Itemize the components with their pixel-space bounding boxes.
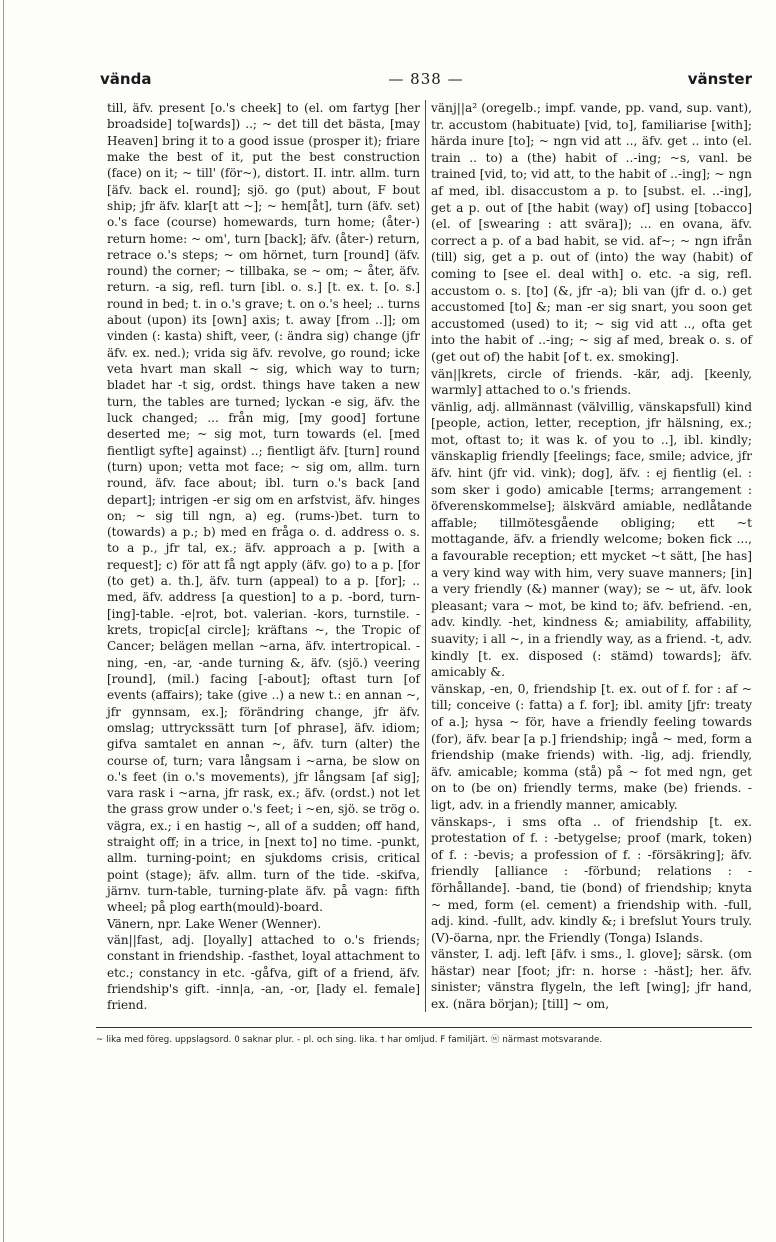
dictionary-entry: till, äfv. present [o.'s cheek] to (el. om fartyg [her broadside] to[wards]) ..; ~ det till det bästa, [may Heaven] bring it to a good issue (prosper it); friare make the best of it, put the best construction (face) on it; ~ till' (för~), distort. II. intr. allm. turn [äfv. back el. round]; sjö. go (put) about, F bout ship; jfr äfv. klar[t att ~]; ~ hem[åt], turn (äfv. set) o.'s face (course) homewards, turn home; (åter-) return home: ~ om', turn [back]; äfv. (åter-) return, retrace o.'s steps; ~ om hörnet, turn [round] (äfv. round) the corner; ~ tillbaka, se ~ om; ~ åter, äfv. return. -a sig, refl. turn [ibl. o. s.] [t. ex. t. [o. s.] round in bed; t. in o.'s grave; t. on o.'s heel; .. turns about (upon) its [own] axis; t. away [from ..]]; om vinden (: kasta) shift, veer, (: ändra sig) change (jfr äfv. ex. ned.); vrida sig äfv. revolve, go round; icke veta hvart man skall ~ sig, which way to turn; bladet har -t sig, ordst. things have taken a new turn, the tables are turned; lyckan -e sig, äfv. the luck changed; ... från mig, [my good] fortune deserted me; ~ sig mot, turn towards (el. [med fientligt syfte] against) ..; fientligt äfv. [turn] round (turn) upon; vetta mot face; ~ sig om, allm. turn round, äfv. face about; ibl. turn o.'s back [and depart]; intrigen -er sig om en arfstvist, äfv. hinges on; ~ sig till ngn, a) eg. (rums-)bet. turn to (towards) a p.; b) med en fråga o. d. address o. s. to a p., jfr tal, ex.; äfv. approach a p. [with a request]; c) för att få ngt apply (äfv. go) to a p. [for (to get) a. th.], äfv. turn (appeal) to a p. [for]; .. med, äfv. address [a question] to a p. -bord, turn-[ing]-table. -e|rot, bot. valerian. -kors, turnstile. -krets, tropic[al circle]; kräftans ~, the Tropic of Cancer; belägen mellan ~arna, äfv. intertropical. -ning, -en, -ar, -ande turning &, äfv. (sjö.) veering [round], (mil.) facing [-about]; oftast turn [of events (affairs); take (give ..) a new t.: en annan ~, jfr gynnsam, ex.]; förändring change, jfr äfv. omslag; uttryckssätt turn [of phrase], äfv. idiom; gifva samtalet en annan ~, äfv. turn (alter) the course of, turn; vara långsam i ~arna, be slow on o.'s feet (in o.'s movements), jfr långsam [af sig]; vara rask i ~arna, jfr rask, ex.; äfv. (ordst.) not let the grass grow under o.'s feet; i ~en, sjö. se trög o. vägra, ex.; i en hastig ~, all of a sudden; off hand, straight off; in a trice, in [next to] no time. -punkt, allm. turning-point; en sjukdoms crisis, critical point (stage); äfv. allm. turn of the tide. -skifva, järnv. turn-table, turning-plate äfv. på vagn: fifth wheel; på plog earth(mould)-board. bbox=[107, 101, 420, 915]
dictionary-entry: Vänern, npr. Lake Wener (Wenner). bbox=[107, 916, 322, 931]
dictionary-entry: vänskap, -en, 0, friendship [t. ex. out of f. for : af ~ till; conceive (: fatta) a f. for]; ibl. amity [jfr: treaty of a.]; hysa ~ för, have a friendly feeling towards (for), äfv. bear [a p.] friendship; ingå ~ med, form a friendship (make friends) with. -lig, adj. friendly, äfv. amicable; komma (stå) på ~ fot med ngn, get on to (be on) friendly terms, make (be) friends. -ligt, adv. in a friendly manner, amicably. bbox=[431, 681, 752, 812]
right-column bbox=[431, 100, 752, 1013]
page-edge-rule bbox=[3, 0, 4, 1242]
page-number: — 838 — bbox=[388, 70, 464, 88]
right-headword: vänster bbox=[687, 70, 752, 88]
dictionary-entry: vänster, I. adj. left [äfv. i sms., l. glove]; särsk. (om hästar) near [foot; jfr: n. horse : -häst]; her. äfv. sinister; vänstra flygeln, the left [wing]; jfr hand, ex. (nära början); [till] ~ om, bbox=[431, 947, 752, 1012]
footer-rule bbox=[96, 1027, 752, 1028]
column-separator bbox=[425, 100, 426, 1012]
dictionary-entry: vänj||a² (oregelb.; impf. vande, pp. vand, sup. vant), tr. accustom (habituate) [vid, to], familiarise [with]; härda inure [to]; ~ ngn vid att .., äfv. get .. into (el. train .. to) a (the) habit of ..-ing; ~s, vanl. be trained [vid, to; vid att, to the habit of ..-ing]; ~ ngn af med, ibl. disaccustom a p. to [subst. el. ..-ing], get a p. out of [the habit (way) of] using [tobacco] (el. of [swearing : att svära]); ... en ovana, äfv. correct a p. of a bad habit, se vid. af~; ~ ngn ifrån (till) sig, get a p. out of (into) the way (habit) of coming to [see el. deal with] o. etc. -a sig, refl. accustom o. s. [to] (&, jfr -a); bli van (jfr d. o.) get accustomed [to] &; man -er sig snart, you soon get accustomed (used) to it; ~ sig vid att .., ofta get into the habit of ..-ing; ~ sig af med, break o. s. of (get out of) the habit [of t. ex. smoking]. bbox=[431, 101, 752, 364]
dictionary-entry: vän||krets, circle of friends. -kär, adj. [keenly, warmly] attached to o.'s friends. bbox=[431, 366, 752, 398]
page-header bbox=[100, 70, 752, 96]
dictionary-entry: vänlig, adj. allmännast (välvillig, vänskapsfull) kind [people, action, letter, reception, jfr hälsning, ex.; mot, oftast to; it was k. of you to ..], ibl. kindly; vänskaplig friendly [feelings; face, smile; advice, jfr äfv. hint (jfr vid. vink); dog], äfv. : ej fientlig (el. : som sker i godo) amicable [terms; arrangement : öfverenskommelse]; älskvärd amiable, nedlåtande affable; tillmötesgående obliging; ett ~t mottagande, äfv. a friendly welcome; boken fick ..., a favourable reception; ett mycket ~t sätt, [he has] a very kind way with him, very suave manners; [in] a very friendly (&) manner (way); se ~ ut, äfv. look pleasant; vara ~ mot, be kind to; äfv. befriend. -en, adv. kindly. -het, kindness &; amiability, affability, suavity; i all ~, in a friendly way, as a friend. -t, adv. kindly [t. ex. disposed (: stämd) towards]; äfv. amicably &. bbox=[431, 399, 752, 680]
left-headword: vända bbox=[100, 70, 152, 88]
dictionary-entry: vän||fast, adj. [loyally] attached to o.'s friends; constant in friendship. -fasthet, loyal attachment to etc.; constancy in etc. -gåfva, gift of a friend, äfv. friendship's gift. -inn|a, -an, -or, [lady el. female] friend. bbox=[107, 932, 420, 1013]
dictionary-entry: vänskaps-, i sms ofta .. of friendship [t. ex. protestation of f. : -betygelse; proof (mark, token) of f. : -bevis; a profession of f. : -försäkring]; äfv. friendly [alliance : -förbund; relations : -förhållande]. -band, tie (bond) of friendship; knyta ~ med, form (el. cement) a friendship with. -full, adj. kind. -fullt, adv. kindly &; i brefslut Yours truly. (V)-öarna, npr. the Friendly (Tonga) Islands. bbox=[431, 814, 752, 945]
abbreviation-legend: ~ lika med föreg. uppslagsord. 0 saknar plur. - pl. och sing. lika. † har omljud. F familjärt. ⓦ närmast motsvarande. bbox=[96, 1035, 603, 1045]
left-column bbox=[107, 100, 420, 1014]
